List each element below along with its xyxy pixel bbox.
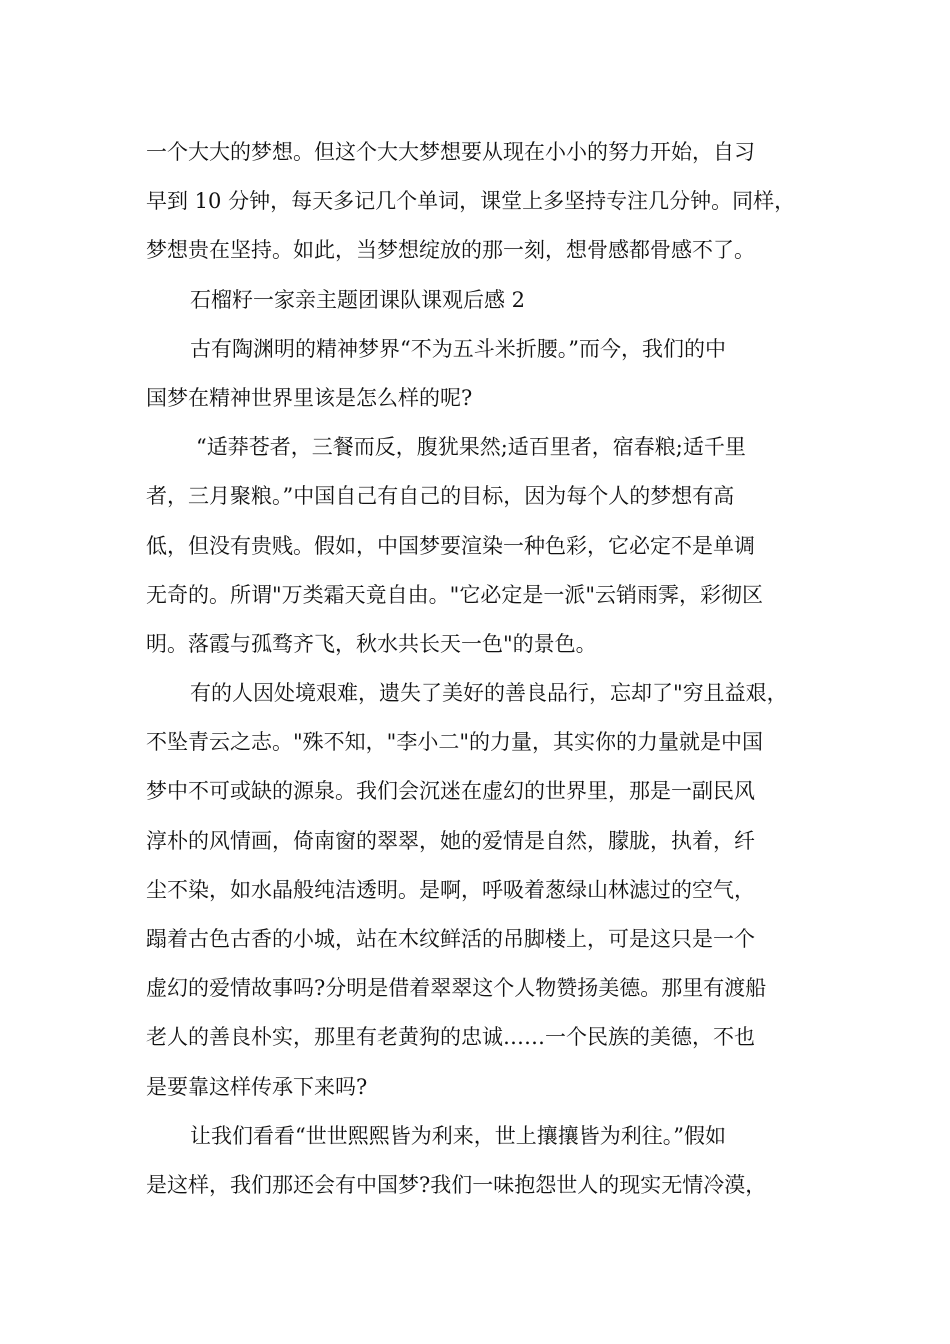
text-line: 国梦在精神世界里该是怎么样的呢? xyxy=(146,385,473,410)
text-line: 蹋着古色古香的小城，站在木纹鲜活的吊脚楼上，可是这只是一个 xyxy=(146,927,755,951)
text-line: 是要靠这样传承下来吗? xyxy=(146,1074,368,1099)
text-line: 让我们看看“世世熙熙皆为利来，世上攘攘皆为利往。”假如 xyxy=(190,1123,726,1148)
text-line: 梦想贵在坚持。如此，当梦想绽放的那一刻，想骨感都骨感不了。 xyxy=(146,238,755,263)
text-line: 早到 10 分钟，每天多记几个单词，课堂上多坚持专注几分钟。同样， xyxy=(146,189,796,214)
text-line: 梦中不可或缺的源泉。我们会沉迷在虚幻的世界里，那是一副民风 xyxy=(146,779,755,804)
text-line: 不坠青云之志。"殊不知，"李小二"的力量，其实你的力量就是中国 xyxy=(146,730,763,755)
text-line: 是这样，我们那还会有中国梦?我们一味抱怨世人的现实无情冷漠， xyxy=(146,1172,767,1197)
text-line: 老人的善良朴实，那里有老黄狗的忠诚……一个民族的美德，不也 xyxy=(146,1025,755,1050)
text-line: 一个大大的梦想。但这个大大梦想要从现在小小的努力开始，自习 xyxy=(146,140,755,164)
text-line: 低，但没有贵贱。假如，中国梦要渲染一种色彩，它必定不是单调 xyxy=(146,533,755,558)
document-body xyxy=(146,128,826,1210)
text-line: “适莽苍者，三餐而反，腹犹果然;适百里者，宿春粮;适千里 xyxy=(196,435,746,460)
text-line: 无奇的。所谓"万类霜天竟自由。"它必定是一派"云销雨霁，彩彻区 xyxy=(146,582,763,607)
section-title: 石榴籽一家亲主题团课队课观后感 2 xyxy=(190,287,526,312)
text-line: 明。落霞与孤骛齐飞，秋水共长天一色"的景色。 xyxy=(146,631,597,656)
text-line: 虚幻的爱情故事吗?分明是借着翠翠这个人物赞扬美德。那里有渡船 xyxy=(146,976,767,1001)
text-line: 尘不染，如水晶般纯洁透明。是啊，呼吸着葱绿山林滤过的空气， xyxy=(146,877,755,902)
text-line: 淳朴的风情画，倚南窗的翠翠，她的爱情是自然，朦胧，执着，纤 xyxy=(146,828,755,853)
text-line: 有的人因处境艰难，遗失了美好的善良品行，忘却了"穷且益艰， xyxy=(190,681,788,706)
text-line: 者，三月聚粮。”中国自己有自己的目标，因为每个人的梦想有高 xyxy=(146,484,735,509)
text-line: 古有陶渊明的精神梦界“不为五斗米折腰。”而今，我们的中 xyxy=(190,336,726,361)
